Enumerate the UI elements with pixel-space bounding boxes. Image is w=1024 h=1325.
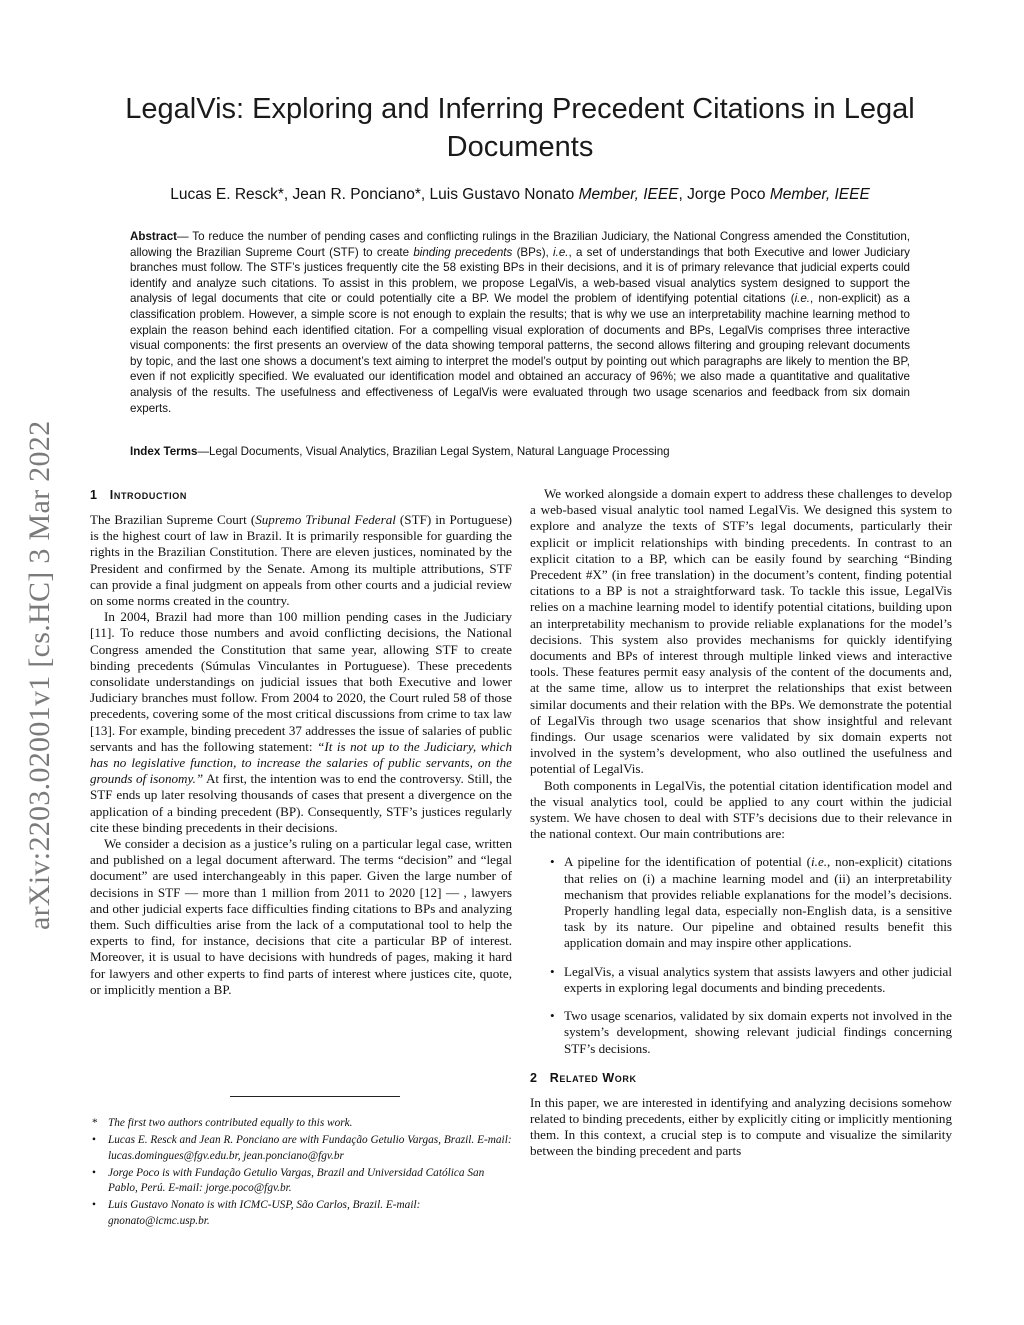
emphasis: i.e. <box>811 854 828 870</box>
left-column <box>90 486 512 998</box>
section-heading-related-work <box>530 1069 952 1087</box>
text-run: A pipeline for the identification of potential ( <box>564 854 812 870</box>
paragraph: Both components in LegalVis, the potential citation identification model and the visual analytics tool, could be applied to any court within the judicial system. We have chosen to deal with STF’s decisions due to their relevance in the national context. Our main contributions are: <box>530 777 952 842</box>
abstract-text-4: , non-explicit) as a classification problem. However, a simple score is not enough to explain the results; that is why we use an interpretability machine learning method to explain the reason behind each identified citation. For a compelling visual exploration of documents and BPs, LegalVis comprises three interactive visual components: the first presents an overview of the data showing temporal patterns, the second allows filtering and grouping relevant documents by topic, and the last one shows a document’s text aiming to interpret the model’s output by pointing out which paragraphs are likely to mention the BP, even if not explicitly specified. We evaluated our identification model and obtained an accuracy of 96%; we also made a quantitative and qualitative analysis of the results. The usefulness and effectiveness of LegalVis were evaluated through two usage scenarios and feedback from six domain experts. <box>130 292 910 415</box>
paragraph <box>90 512 512 609</box>
abstract-text-2: (BPs), <box>512 245 554 259</box>
footnote-text: Lucas E. Resck and Jean R. Ponciano are with Fundação Getulio Vargas, Brazil. E-mail: lucas.domingues@fgv.edu.br, jean.ponciano@fgv.br <box>108 1134 512 1162</box>
section-number: 2 <box>530 1070 538 1085</box>
right-column <box>530 486 952 1160</box>
emphasis: Supremo Tribunal Federal <box>255 512 396 527</box>
abstract-text-3: , a set of understandings that both Executive and lower Judiciary branches must follow. The STF’s justices frequently cite the 58 existing BPs in their decisions, and it is of primary relevance that judicial experts could identify and analyze such citations. To assist in this problem, we propose LegalVis, a web-based visual analytics system designed to support the analysis of legal documents that cite or could potentially cite a BP. We model the problem of identifying potential citations ( <box>130 245 910 306</box>
list-item <box>530 1008 952 1057</box>
paragraph <box>90 609 512 836</box>
abstract-emphasis-1: binding precedents <box>413 245 513 259</box>
footnote-marker: • <box>92 1134 96 1147</box>
list-item <box>530 854 952 951</box>
footnote <box>90 1198 512 1229</box>
abstract-text-1: — To reduce the number of pending cases and conflicting rulings in the Brazilian Judiciary, the National Congress amended the Constitution, allowing the Brazilian Supreme Court (STF) to create <box>130 230 910 259</box>
authors-part-2: , Jorge Poco <box>678 186 770 203</box>
section-title: Introduction <box>109 488 187 502</box>
footnote <box>90 1133 512 1164</box>
author-list <box>80 184 960 206</box>
text-run: At first, the intention was to end the controversy. Still, the STF ends up later resolving thousands of cases that present a divergence on the application of a binding precedent (BP). Consequently, STF’s justices regularly cite these binding precedents in their decisions. <box>90 771 512 835</box>
paper-title: LegalVis: Exploring and Inferring Precedent Citations in Legal Documents <box>125 93 915 163</box>
quote-emphasis: “It is not up to the Judiciary, which has no legislative function, to increase the salaries of public servants, on the grounds of isonomy.” <box>90 738 512 787</box>
abstract <box>130 229 910 416</box>
footnote <box>90 1166 512 1197</box>
arxiv-identifier-stamp: arXiv:2203.02001v1 [cs.HC] 3 Mar 2022 <box>23 420 56 930</box>
text-run: , non-explicit) citations that relies on (i) a machine learning model and (ii) an interpretability mechanism that provides reliable explanations for the model’s decisions. Properly handling legal data, especially non-English data, is a sensitive task by its nature. Our pipeline and obtained results benefit this application domain and may inspire other applications. <box>564 854 952 951</box>
section-heading-introduction <box>90 486 512 504</box>
bullet: • <box>550 963 555 979</box>
author-role-2: Member, IEEE <box>769 186 870 203</box>
text-run: The Brazilian Supreme Court ( <box>90 512 256 527</box>
text-run: (STF) in Portuguese) is the highest court of law in Brazil. It is primarily responsible for guarding the rights in the Brazilian Constitution. There are eleven justices, nominated by the President and confirmed by the Senate. Among its multiple attributions, STF can provide a final judgment on appeals from other courts and a judicial review on some norms created in the country. <box>90 512 513 609</box>
footnote-marker: • <box>92 1199 96 1212</box>
contributions-list <box>530 854 952 1056</box>
text-run: Two usage scenarios, validated by six domain experts not involved in the system’s development, showing relevant judicial findings concerning STF’s decisions. <box>564 1008 952 1056</box>
authors-part-1: Lucas E. Resck*, Jean R. Ponciano*, Luis Gustavo Nonato <box>170 186 579 203</box>
abstract-label: Abstract <box>130 230 178 243</box>
section-title: Related Work <box>549 1070 637 1085</box>
abstract-emphasis-3: i.e. <box>794 292 811 306</box>
paragraph: We consider a decision as a justice’s ruling on a particular legal case, written and published on a legal document afterward. The terms “decision” and “legal document” are used interchangeably in this paper. Given the large number of decisions in STF — more than 1 million from 2011 to 2020 [12] — , lawyers and other judicial experts face difficulties finding citations to BPs and analyzing them. Such difficulties arise from the lack of a computational tool to help the experts to find, for instance, decisions that cite a particular BP of interest. Moreover, it is usual to have decisions with hundreds of pages, making it hard for lawyers and other experts to find parts of interest where justices cite, quote, or implicitly mention a BP. <box>90 836 512 997</box>
footnote-divider <box>230 1096 400 1097</box>
footnotes <box>90 1116 512 1231</box>
paragraph: We worked alongside a domain expert to address these challenges to develop a web-based visual analytic tool named LegalVis. We designed this system to explore and analyze the texts of STF’s legal documents, particularly their explicit or implicit relationships with binding precedents. In contrast to an explicit citation to a BP, which can be easily found by searching “Binding Precedent #X” (in free translation) in the document’s content, finding potential citations to a BP is not a straightforward task. To tackle this issue, LegalVis relies on a machine learning model to identify potential citations, building upon an interpretability mechanism to provide reliable explanations for the model’s decisions. This system also provides mechanisms for quickly identifying documents and BPs of interest through multiple linked views and interactive tools. These features permit easy analysis of the content of the documents and, at the same time, allow us to interpret the relationships that exist between similar documents and their relation with the BPs. We demonstrate the potential of LegalVis through two usage scenarios that show insightful and relevant findings. Our usage scenarios were validated by six domain experts not involved in the system’s development, who also outlined the usefulness and potential of LegalVis. <box>530 486 952 777</box>
bullet: • <box>550 1008 555 1024</box>
author-role-1: Member, IEEE <box>578 186 679 203</box>
section-number: 1 <box>90 488 98 502</box>
text-run: In 2004, Brazil had more than 100 million pending cases in the Judiciary [11]. To reduce those numbers and avoid conflicting decisions, the National Congress amended the Constitution that same year, allowing STF to create binding precedents (Súmulas Vinculantes in Portuguese). These precedents consolidate understandings on judicial issues that both Executive and lower Judiciary branches must follow. From 2004 to 2020, the Court ruled 58 of those precedents, covering some of the most critical discussions from crime to tax law [13]. For example, binding precedent 37 addresses the issue of salaries of public servants and has the following statement: <box>90 609 512 754</box>
abstract-emphasis-2: i.e. <box>553 245 569 259</box>
footnote-marker: * <box>92 1117 98 1129</box>
index-terms-text: —Legal Documents, Visual Analytics, Brazilian Legal System, Natural Language Processing <box>197 445 670 458</box>
footnote-text: The first two authors contributed equally to this work. <box>108 1117 353 1129</box>
footnote-text: Luis Gustavo Nonato is with ICMC-USP, São Carlos, Brazil. E-mail: gnonato@icmc.usp.br. <box>108 1199 421 1227</box>
footnote-text: Jorge Poco is with Fundação Getulio Vargas, Brazil and Universidad Católica San Pablo, Perú. E-mail: jorge.poco@fgv.br. <box>108 1166 485 1195</box>
text-run: LegalVis, a visual analytics system that assists lawyers and other judicial experts in exploring legal documents and binding precedents. <box>564 963 952 995</box>
paragraph: In this paper, we are interested in identifying and analyzing decisions somehow related to binding precedents, either by explicitly citing or implicitly mentioning them. In this context, a crucial step is to compute and visualize the similarity between the binding precedent and parts <box>530 1094 952 1159</box>
footnote-marker: • <box>92 1166 96 1179</box>
index-terms-label: Index Terms <box>130 445 198 458</box>
list-item <box>530 964 952 996</box>
index-terms <box>130 444 910 460</box>
footnote <box>90 1116 512 1131</box>
bullet: • <box>550 854 555 870</box>
